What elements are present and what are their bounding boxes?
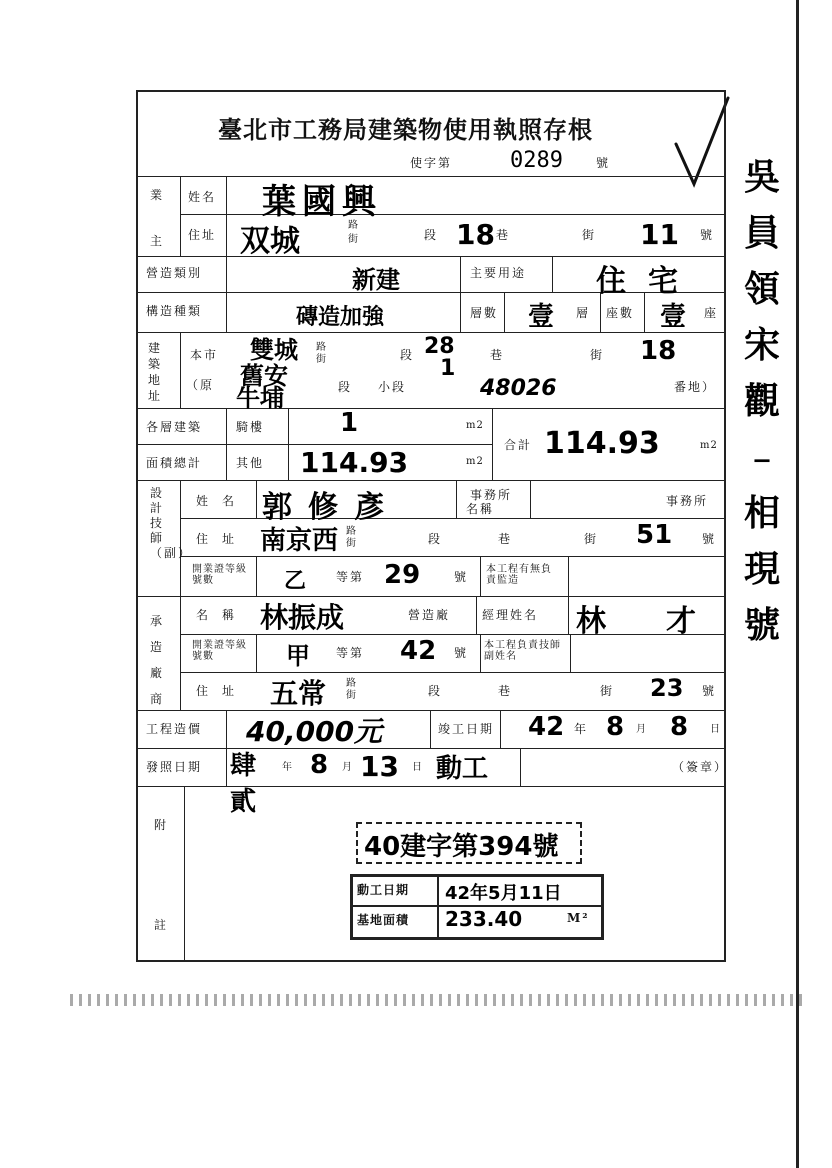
completion-year-label: 年 [574, 722, 589, 736]
margin-note: 吳員領 宋觀 ﹣相現 號 [744, 157, 781, 646]
site-area-value: 233.40 [445, 907, 523, 931]
other-value: 114.93 [300, 446, 409, 479]
contractor-engineer-label: 本工程負責技師副姓名 [484, 640, 561, 662]
arcade-unit: m2 [466, 420, 484, 431]
structure-value: 磚造加強 [296, 305, 385, 330]
site-xiaoduan-label: 小段 [378, 380, 407, 394]
permit-suffix: 號 [596, 156, 611, 170]
total-unit: m2 [700, 440, 718, 451]
buildings-value: 壹 [660, 302, 687, 332]
start-date-value: 42年5月11日 [445, 883, 562, 904]
designer-jie-label: 街 [584, 532, 599, 546]
floors-unit: 層 [576, 306, 591, 320]
contractor-section-label-2: 段 [428, 684, 443, 698]
designer-license-no-label: 號 [454, 570, 469, 584]
owner-address-label: 住址 [188, 228, 217, 242]
floors-value: 壹 [528, 302, 555, 332]
site-road-label: 路 [316, 342, 327, 353]
issue-month-label: 月 [342, 762, 353, 773]
designer-street-label: 街 [346, 538, 357, 549]
contractor-number-value: 23 [650, 674, 684, 702]
contractor-grade-value: 甲 [286, 642, 310, 670]
completion-day-label: 日 [710, 724, 721, 735]
total-label: 合計 [504, 438, 533, 452]
designer-number-value: 51 [636, 520, 673, 550]
designer-name-label: 姓名 [196, 494, 249, 508]
contractor-firm-suffix: 營造廠 [408, 608, 451, 622]
main-use-value: 住宅 [596, 264, 700, 299]
issue-day: 13 [360, 750, 399, 783]
site-section-value: 28 [424, 334, 455, 359]
owner-lane-value: 18 [456, 218, 495, 251]
site-area-label: 基地面積 [357, 913, 410, 927]
issue-label: 發照日期 [146, 760, 203, 774]
designer-address-value: 南京西 [260, 526, 339, 556]
designer-grade-value: 乙 [284, 569, 307, 594]
area-label-2: 面積總計 [146, 456, 203, 470]
owner-street-label: 街 [348, 234, 359, 245]
site-district-value: 牛埔 [236, 384, 284, 412]
owner-label-1: 業 [150, 188, 165, 202]
arcade-value: 1 [340, 408, 359, 438]
contractor-license-no-label: 號 [454, 646, 469, 660]
site-lane-label: 巷 [490, 348, 505, 362]
designer-office-label-1: 事務所 [470, 488, 513, 502]
site-jie-label: 街 [590, 348, 605, 362]
designer-grade-label: 等第 [336, 570, 365, 584]
paper-edge [70, 994, 806, 1006]
cost-value: 40,000元 [246, 715, 383, 748]
completion-month: 8 [606, 712, 625, 742]
permit-prefix: 使字第 [410, 156, 453, 170]
designer-section-label: 設計技師（副） [150, 486, 193, 560]
contractor-jie-label: 街 [600, 684, 615, 698]
designer-lane-label: 巷 [498, 532, 513, 546]
other-label: 其他 [236, 456, 265, 470]
issue-day-label: 日 [412, 762, 423, 773]
contractor-number-label: 號 [702, 684, 717, 698]
site-number-value: 18 [640, 336, 677, 366]
issue-year-label: 年 [282, 762, 293, 773]
site-label: 建築地址 [148, 341, 163, 403]
site-duan-label: 段 [338, 380, 353, 394]
designer-road-label: 路 [346, 526, 357, 537]
contractor-address-value: 五常 [270, 677, 327, 710]
site-city-label: 本市 [190, 348, 219, 362]
completion-month-label: 月 [636, 724, 647, 735]
construction-type-label: 營造類別 [146, 266, 203, 280]
designer-address-label: 住址 [196, 532, 249, 546]
owner-name-label: 姓名 [188, 190, 217, 204]
contractor-name-value: 林振成 [260, 601, 345, 634]
site-original-area: 舊安 [240, 362, 288, 390]
contractor-section-label: 承造廠商 [150, 614, 165, 706]
contractor-address-label: 住址 [196, 684, 249, 698]
arcade-label: 騎樓 [236, 420, 265, 434]
other-unit: m2 [466, 456, 484, 467]
structure-label: 構造種類 [146, 304, 203, 318]
reference-stamp [356, 822, 582, 864]
completion-year: 42 [528, 712, 565, 742]
owner-lane-label: 巷 [496, 228, 511, 242]
notes-label-1: 附 [154, 818, 169, 832]
construction-type-value: 新建 [352, 266, 400, 294]
total-value: 114.93 [544, 426, 660, 461]
site-section-label: 段 [400, 348, 415, 362]
owner-road-value: 双城 [240, 224, 300, 259]
contractor-name-label: 名稱 [196, 608, 249, 622]
designer-section-label-2: 段 [428, 532, 443, 546]
issue-month: 8 [310, 750, 329, 780]
buildings-unit: 座 [704, 306, 719, 320]
designer-office-suffix: 事務所 [666, 494, 709, 508]
contractor-road-label: 路 [346, 678, 357, 689]
contractor-lane-label: 巷 [498, 684, 513, 698]
owner-section-label: 段 [424, 228, 439, 242]
designer-license-label: 開業證等級號數 [192, 564, 247, 586]
notes-label-2: 註 [154, 918, 169, 932]
site-original-label: （原 [186, 378, 215, 392]
site-subsection-value: 1 [440, 356, 456, 381]
designer-office-label-2: 名稱 [466, 502, 495, 516]
owner-number-label: 號 [700, 228, 715, 242]
completion-label: 竣工日期 [438, 722, 495, 736]
site-street-label: 街 [316, 354, 327, 365]
completion-day: 8 [670, 712, 689, 742]
contractor-grade-label: 等第 [336, 646, 365, 660]
permit-number: 0289 [510, 148, 563, 173]
owner-label-2: 主 [150, 234, 165, 248]
contractor-license-label: 開業證等級號數 [192, 640, 247, 662]
main-use-label: 主要用途 [470, 266, 527, 280]
issue-note: 動工 [436, 754, 489, 784]
site-area-unit: M² [567, 911, 590, 925]
designer-name-value: 郭修彥 [262, 490, 400, 525]
signature-label: （簽章） [672, 760, 729, 774]
owner-jie-label: 街 [582, 228, 597, 242]
cost-label: 工程造價 [146, 722, 203, 736]
start-date-stamp [350, 874, 604, 940]
issue-year: 肆貳 [230, 751, 257, 817]
start-date-label: 動工日期 [357, 883, 410, 897]
designer-supervision-label: 本工程有無負責監造 [486, 564, 552, 586]
owner-number-value: 11 [640, 218, 679, 251]
owner-name-value: 葉國興 [262, 182, 382, 222]
buildings-label: 座數 [606, 306, 635, 320]
contractor-manager-label: 經理姓名 [482, 608, 539, 622]
form-title: 臺北市工務局建築物使用執照存根 [218, 115, 593, 144]
site-lot-value: 48026 [480, 376, 557, 401]
site-lot-label: 番地） [674, 380, 717, 394]
designer-number-label: 號 [702, 532, 717, 546]
reference-stamp-text: 40建字第394號 [364, 832, 559, 862]
contractor-manager-value: 林才 [576, 604, 756, 639]
owner-road-label: 路 [348, 220, 359, 231]
contractor-street-label: 街 [346, 690, 357, 701]
area-label-1: 各層建築 [146, 420, 203, 434]
site-road-value: 雙城 [250, 336, 298, 364]
contractor-license-no: 42 [400, 636, 437, 666]
floors-label: 層數 [470, 306, 499, 320]
designer-license-no: 29 [384, 560, 421, 590]
binding-edge [796, 0, 799, 1168]
